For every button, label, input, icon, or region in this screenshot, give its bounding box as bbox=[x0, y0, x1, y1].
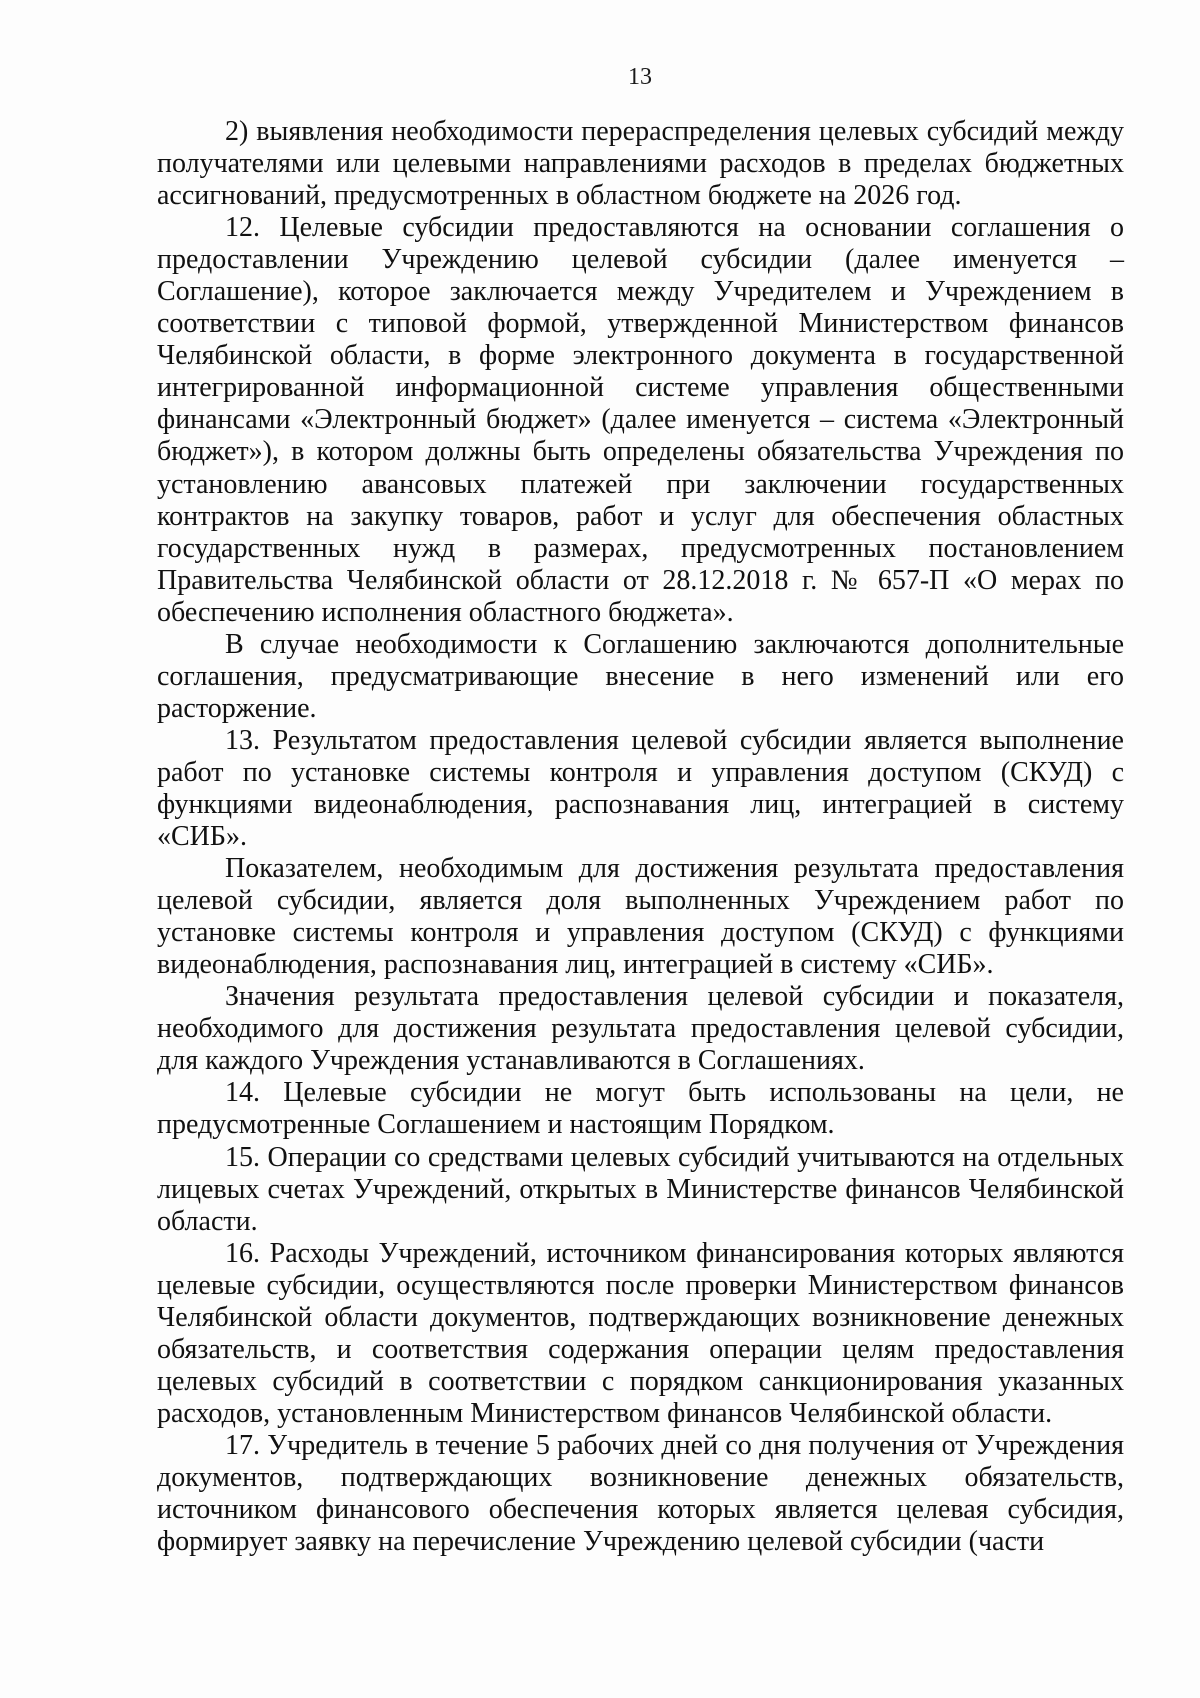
paragraph-16-expenses: 16. Расходы Учреждений, источником финансирования которых являются целевые субсидии, осуществляются после проверки Министерством финансов Челябинской области документов, подтверждающих возникновение денежных обязательств, и соответствия содержания операции целям предоставления целевых субсидий в соответствии с порядком санкционирования указанных расходов, установленным Министерством финансов Челябинской области. bbox=[157, 1237, 1124, 1429]
paragraph-12-agreement: 12. Целевые субсидии предоставляются на основании соглашения о предоставлении Учреждению целевой субсидии (далее именуется – Соглашение), которое заключается между Учредителем и Учреждением в соответствии с типовой формой, утвержденной Министерством финансов Челябинской области, в форме электронного документа в государственной интегрированной информационной системе управления общественными финансами «Электронный бюджет» (далее именуется – система «Электронный бюджет»), в котором должны быть определены обязательства Учреждения по установлению авансовых платежей при заключении государственных контрактов на закупку товаров, работ и услуг для обеспечения областных государственных нужд в размерах, предусмотренных постановлением Правительства Челябинской области от 28.12.2018 г. № 657-П «О мерах по обеспечению исполнения областного бюджета». bbox=[157, 212, 1124, 628]
paragraph-indicator: Показателем, необходимым для достижения результата предоставления целевой субсидии, является доля выполненных Учреждением работ по установке системы контроля и управления доступом (СКУД) с функциями видеонаблюдения, распознавания лиц, интеграцией в систему «СИБ». bbox=[157, 853, 1124, 981]
paragraph-17-founder: 17. Учредитель в течение 5 рабочих дней со дня получения от Учреждения документов, подтверждающих возникновение денежных обязательств, источником финансового обеспечения которых является целевая субсидия, формирует заявку на перечисление Учреждению целевой субсидии (части bbox=[157, 1429, 1124, 1558]
paragraph-15-accounts: 15. Операции со средствами целевых субсидий учитываются на отдельных лицевых счетах Учреждений, открытых в Министерстве финансов Челябинской области. bbox=[157, 1141, 1124, 1237]
paragraph-additional-agreements: В случае необходимости к Соглашению заключаются дополнительные соглашения, предусматривающие внесение в него изменений или его расторжение. bbox=[157, 628, 1124, 724]
paragraph-13-result: 13. Результатом предоставления целевой субсидии является выполнение работ по установке системы контроля и управления доступом (СКУД) с функциями видеонаблюдения, распознавания лиц, интеграцией в систему «СИБ». bbox=[157, 724, 1124, 853]
paragraph-14-usage: 14. Целевые субсидии не могут быть использованы на цели, не предусмотренные Соглашением и настоящим Порядком. bbox=[157, 1077, 1124, 1141]
document-body bbox=[157, 116, 1124, 1558]
page-number: 13 bbox=[628, 64, 652, 90]
paragraph-values: Значения результата предоставления целевой субсидии и показателя, необходимого для достижения результата предоставления целевой субсидии, для каждого Учреждения устанавливаются в Соглашениях. bbox=[157, 981, 1124, 1077]
paragraph-item-2-clause: 2) выявления необходимости перераспределения целевых субсидий между получателями или целевыми направлениями расходов в пределах бюджетных ассигнований, предусмотренных в областном бюджете на 2026 год. bbox=[157, 116, 1124, 212]
